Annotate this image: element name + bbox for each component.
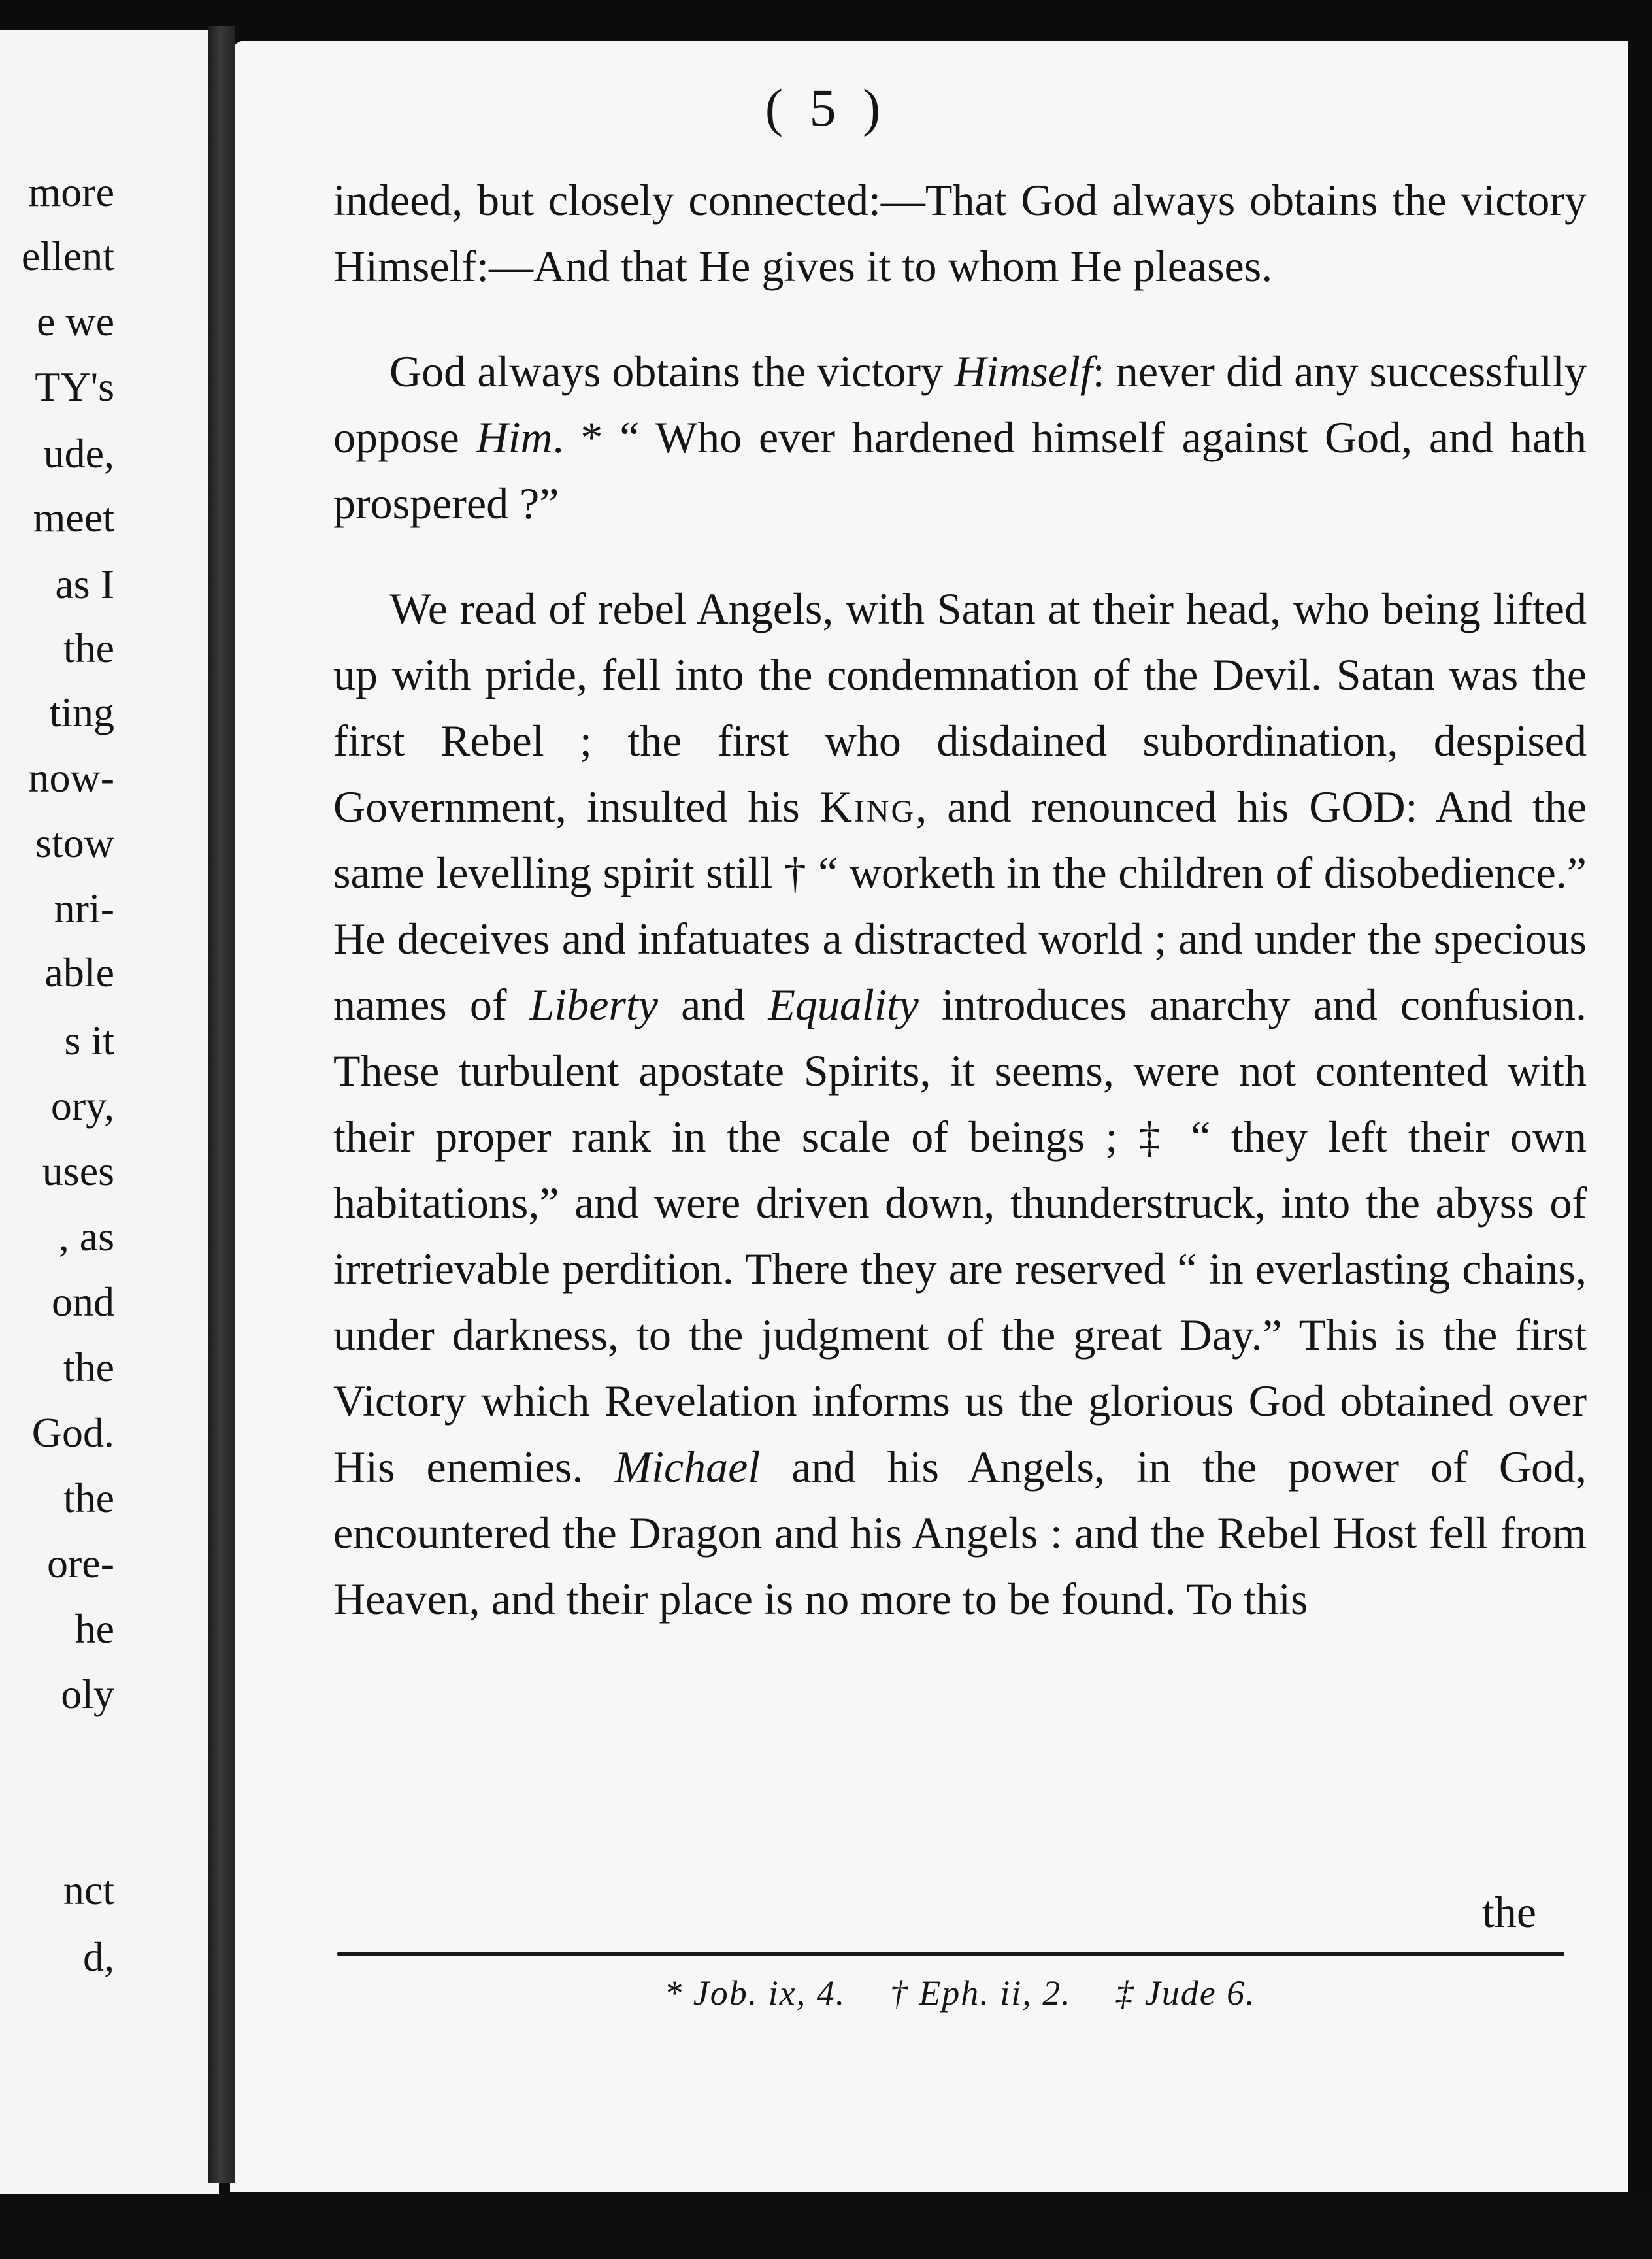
- text-segment: Him: [476, 412, 553, 462]
- text-segment: God always obtains the victory: [389, 346, 955, 396]
- left-page-fragment-line: uses: [42, 1148, 114, 1194]
- left-page-fragment-line: nct: [63, 1867, 114, 1913]
- main-text: [333, 167, 1587, 1632]
- footnote-2: † Eph. ii, 2.: [889, 1973, 1072, 2013]
- left-page-fragment-line: , as: [58, 1213, 114, 1260]
- book-gutter: [208, 26, 235, 2183]
- left-page-fragment-line: ond: [52, 1279, 114, 1325]
- left-page-fragment-line: ory,: [50, 1082, 114, 1129]
- left-page-fragment-line: God.: [31, 1409, 114, 1456]
- text-segment: indeed, but closely connected:—That God always obtains the victory Himself:—And that He gives it to whom He pleases.: [333, 175, 1587, 291]
- left-page-fragment-line: more: [28, 169, 114, 215]
- text-segment: . * “ Who ever hardened himself against God, and hath prospered ?”: [333, 412, 1587, 528]
- text-segment: Equality: [768, 980, 919, 1029]
- paragraph-3: [333, 576, 1587, 1632]
- text-segment: , and renounced his GOD: And the same levelling spirit still † “ worketh in the children of disobedience.” He deceives and infatuates a distracted world ; and under the specious names of: [333, 782, 1587, 1029]
- left-page-fragment-line: as I: [55, 561, 114, 607]
- footnote-3: ‡ Jude 6.: [1115, 1973, 1256, 2013]
- left-page-fragment-line: ude,: [43, 430, 114, 477]
- left-page-fragment-line: now-: [28, 754, 114, 801]
- left-page-fragment-line: e we: [36, 298, 114, 344]
- left-page-fragment: [0, 30, 219, 2246]
- text-segment: Liberty: [529, 980, 658, 1029]
- footnote-rule: [337, 1952, 1564, 1956]
- left-page-fragment-line: TY's: [35, 363, 114, 410]
- text-segment: Himself: [954, 346, 1093, 396]
- left-page-fragment-line: stow: [35, 820, 114, 866]
- left-page-fragment-line: the: [63, 1344, 114, 1390]
- left-page-fragment-line: ellent: [21, 233, 114, 279]
- left-page-fragment-line: d,: [83, 1933, 114, 1980]
- left-page-fragment-line: the: [63, 625, 114, 671]
- left-page-fragment-line: ore-: [46, 1540, 114, 1586]
- page-number-text: ( 5 ): [765, 78, 887, 137]
- left-page-fragment-line: he: [74, 1605, 114, 1652]
- paragraph-2: [333, 339, 1587, 537]
- left-page-fragment-line: able: [44, 949, 114, 996]
- page-number: [0, 77, 1652, 139]
- left-page-fragment-line: ting: [49, 689, 114, 735]
- footnotes: [333, 1970, 1587, 2016]
- text-segment: introduces anarchy and confusion. These turbulent apostate Spirits, it seems, were not contented with their proper rank in the scale of beings ; ‡ “ they left their own habitations,” and were driven down, thunderstruck, into the abyss of irretrievable perdition. There they are reserved “ in everlasting chains, under darkness, to the judgment of the great Day.” This is the first Victory which Revelation informs us the glorious God obtained over His enemies.: [333, 980, 1587, 1492]
- paragraph-1: [333, 167, 1587, 299]
- left-page-fragment-line: s it: [64, 1017, 114, 1063]
- text-segment: We read of rebel Angels, with Satan at their head, who being lifted up with pride, fell into the condemnation of the Devil. Satan was the first Rebel ; the first who disdained subordination, despised Government, insulted his: [333, 584, 1587, 831]
- left-page-fragment-line: oly: [61, 1671, 114, 1717]
- left-page-fragment-line: meet: [33, 494, 114, 541]
- text-segment: King: [819, 782, 916, 831]
- scan-bottom-edge: [0, 2194, 1652, 2259]
- footnote-1: * Job. ix, 4.: [664, 1973, 846, 2013]
- text-segment: and his Angels, in the power of God, encountered the Dragon and his Angels : and the Rebel Host fell from Heaven, and their place is no more to be found. To this: [333, 1442, 1587, 1624]
- text-segment: and: [658, 980, 768, 1029]
- left-page-fragment-line: the: [63, 1475, 114, 1521]
- catchword: the: [1482, 1887, 1537, 1937]
- text-segment: : never did any successfully oppose: [333, 346, 1587, 462]
- text-segment: Michael: [614, 1442, 761, 1492]
- left-page-fragment-line: nri-: [54, 885, 114, 931]
